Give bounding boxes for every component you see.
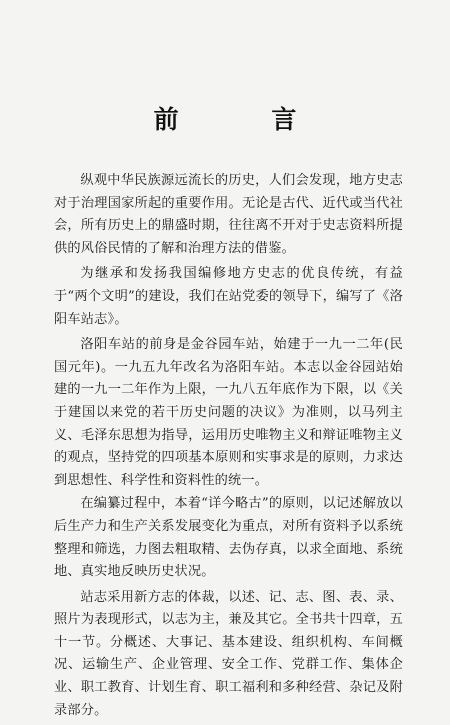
paragraph-5: 站志采用新方志的体裁，以述、记、志、图、表、录、照片为表现形式，以志为主，兼及其它。全书共十四章，五十一节。分概述、大事记、基本建设、组织机构、车间概况、运输生产、企业管理、安全工作、党群工作、集体企业、职工教育、计划生育、职工福利和多种经营、杂记及附录部分。 <box>54 589 403 718</box>
page-title: 前 言 <box>153 105 339 134</box>
paragraph-1: 纵观中华民族源远流长的历史，人们会发现，地方史志对于治理国家所起的重要作用。无论是古代、近代或当代社会，所有历史上的鼎盛时期，往往离不开对于史志资料所提供的风俗民情的了解和治理方法的借鉴。 <box>54 173 403 256</box>
paragraph-3: 洛阳车站的前身是金谷园车站，始建于一九一二年(民国元年)。一九五九年改名为洛阳车站。本志以金谷园站始建的一九一二年作为上限，一九八五年底作为下限，以《关于建国以来党的若干历史问题的决议》为准则，以马列主义、毛泽东思想为指导，运用历史唯物主义和辩证唯物主义的观点，坚持党的四项基本原则和实事求是的原则，力求达到思想性、科学性和资料性的统一。 <box>54 337 403 488</box>
paragraph-2: 为继承和发扬我国编修地方史志的优良传统，有益于“两个文明”的建设，我们在站党委的领导下，编写了《洛阳车站志》。 <box>54 266 403 327</box>
paragraph-4: 在编纂过程中，本着“详今略古”的原则，以记述解放以后生产力和生产关系发展变化为重点，对所有资料予以系统整理和筛选，力图去粗取精、去伪存真，以求全面地、系统地、真实地反映历史状况。 <box>54 496 403 580</box>
preface-body <box>54 170 403 725</box>
